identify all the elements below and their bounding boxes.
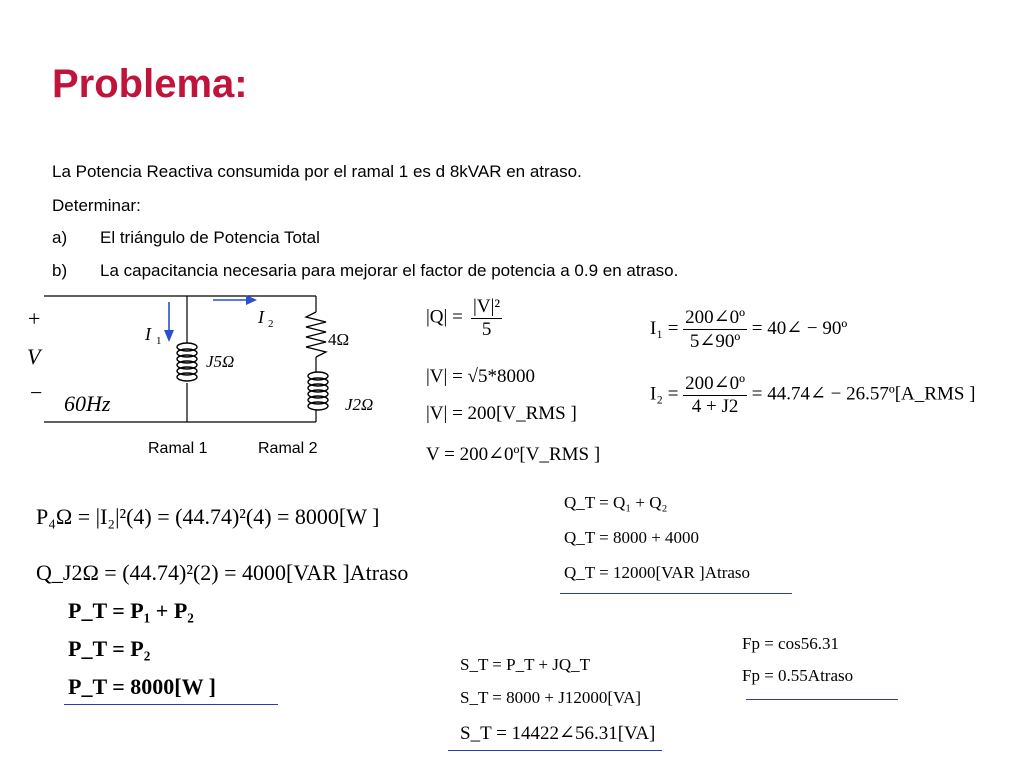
eq-fp-l2: Fp = 0.55Atraso (742, 666, 854, 685)
eq-i2-num: 200∠0º (685, 373, 745, 394)
r2-label: 4Ω (328, 330, 350, 349)
determinar-label: Determinar: (52, 196, 141, 215)
eq-q-num: |V|² (473, 296, 501, 317)
page-title: Problema: (52, 62, 248, 106)
eq-i1-den: 5∠90º (689, 331, 741, 352)
resistor-4ohm-icon (306, 312, 326, 357)
list-item-a-marker: a) (52, 228, 68, 247)
eq-st-l1: S_T = P_T + JQ_T (460, 655, 591, 674)
eq-i1-block (650, 306, 847, 353)
i1-sub-label: 1 (156, 335, 162, 347)
st-underline (448, 750, 662, 751)
eq-v-line2: |V| = √5*8000 (426, 366, 535, 387)
i2-sub-label: 2 (268, 318, 274, 330)
eq-qt-l3: Q_T = 12000[VAR ]Atraso (564, 563, 751, 582)
i1-label: I (145, 324, 151, 344)
list-item-b-marker: b) (52, 261, 68, 280)
eq-p4: P₄Ω = |I₂|²(4) = (44.74)²(4) = 8000[W ] (36, 504, 380, 529)
minus-label: − (30, 380, 43, 405)
eq-i2-lhs: I₂ = (650, 383, 679, 405)
eq-i2-block (650, 372, 976, 418)
list-item-b-text: La capacitancia necesaria para mejorar el factor de potencia a 0.9 en atraso. (100, 261, 679, 280)
problem-statement: La Potencia Reactiva consumida por el ramal 1 es d 8kVAR en atraso. (52, 162, 582, 181)
eq-pt1: P_T = P₁ + P₂ (68, 598, 194, 623)
eq-i2-den: 4 + J2 (691, 396, 739, 417)
eq-fp-l1: Fp = cos56.31 (742, 634, 839, 653)
eq-qt-l1: Q_T = Q₁ + Q₂ (564, 493, 668, 512)
eq-i1-num: 200∠0º (685, 307, 745, 328)
eq-v-line4: V = 200∠0º[V_RMS ] (426, 444, 601, 465)
eq-i1-rhs: = 40∠ − 90º (751, 317, 848, 339)
eq-st-l3: S_T = 14422∠56.31[VA] (460, 723, 656, 744)
eq-qj2: Q_J2Ω = (44.74)²(2) = 4000[VAR ]Atraso (36, 560, 409, 585)
ramal-1-label: Ramal 1 (148, 440, 208, 457)
i2-label: I (258, 307, 264, 327)
pt-underline (64, 704, 278, 705)
circuit-diagram (0, 0, 420, 470)
ramal-2-label: Ramal 2 (258, 440, 318, 457)
source-v-label: V (27, 344, 41, 369)
eq-i2-rhs: = 44.74∠ − 26.57º[A_RMS ] (751, 383, 976, 405)
z2-label: J2Ω (345, 395, 374, 414)
inductor-j5-icon (177, 343, 197, 381)
eq-i1-lhs: I₁ = (650, 317, 679, 339)
eq-qt-l2: Q_T = 8000 + 4000 (564, 528, 700, 547)
plus-label: + (28, 306, 41, 331)
eq-q-block (426, 296, 502, 341)
eq-v-line3: |V| = 200[V_RMS ] (426, 403, 577, 424)
z1-label: J5Ω (206, 352, 235, 371)
current-i1-arrow-icon (164, 302, 174, 342)
inductor-j2-icon (308, 372, 328, 410)
eq-pt2: P_T = P₂ (68, 636, 151, 661)
frequency-label: 60Hz (64, 391, 111, 416)
qt-underline (560, 593, 792, 594)
list-item-a-text: El triángulo de Potencia Total (100, 228, 320, 247)
fp-underline (746, 699, 898, 700)
eq-pt3: P_T = 8000[W ] (68, 674, 217, 699)
eq-st-l2: S_T = 8000 + J12000[VA] (460, 688, 642, 707)
eq-q-den: 5 (481, 319, 492, 340)
eq-q-lhs: |Q| = (426, 306, 463, 328)
